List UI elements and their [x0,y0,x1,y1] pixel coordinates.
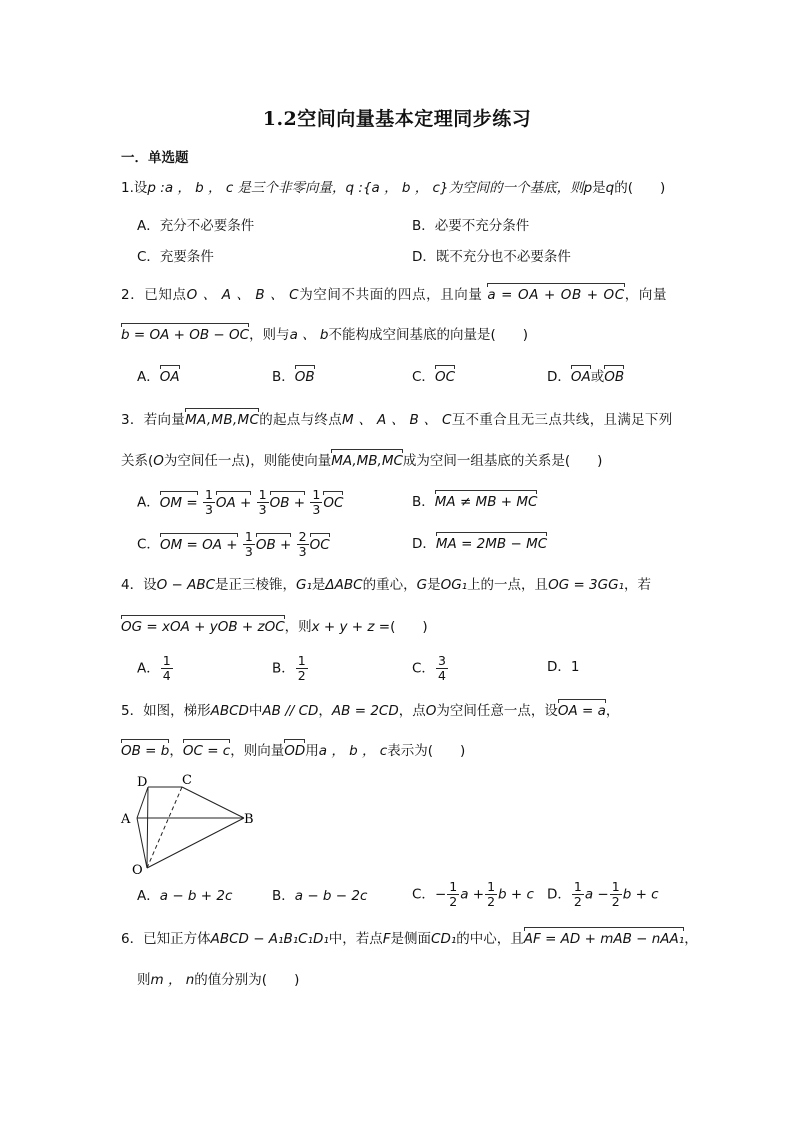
question-4-option-b[interactable]: B． $\frac{1}{2}$ [272,653,306,683]
label-o: O [132,863,143,878]
question-4-stem-line2: OG = xOA + yOB + zOC，则x + y + z =( ) [121,619,428,635]
question-5-option-a[interactable]: A．a − b + 2c [137,888,233,904]
question-5-option-d[interactable]: D． $\frac{1}{2}$ a − $\frac{1}{2}$ b + c [547,879,659,909]
question-1-option-a[interactable]: A．充分不必要条件 [137,218,255,234]
question-4-option-d[interactable]: D．1 [547,659,580,675]
question-5-stem-line1: 5．如图，梯形ABCD中AB // CD，AB = 2CD，点O为空间任意一点，设OA = a， [121,703,620,719]
question-5-option-b[interactable]: B．a − b − 2c [272,888,368,904]
question-2-option-c[interactable]: C．OC [412,369,455,385]
question-1-stem: 1.设p :a ， b ， c 是三个非零向量，q :{a ， b ， c}为空间的一个基底，则p是q的( ) [121,180,666,196]
edge-oc [147,787,182,868]
question-3-option-c[interactable]: C．OM = OA + $\frac{1}{3}$ OB + $\frac{2}{3}$ OC [137,529,330,559]
section-heading: 一．单选题 [121,150,189,166]
question-4-stem-line1: 4．设O − ABC是正三棱锥，G₁是ΔABC的重心，G是OG₁上的一点，且OG = 3GG₁，若 [121,577,651,593]
question-2-option-d[interactable]: D．OA或OB [547,369,625,385]
trapezoid-figure [118,770,268,882]
question-3-stem-line2: 关系(O为空间任一点)，则能使向量MA,MB,MC成为空间一组基底的关系是( ) [121,453,603,469]
question-1-option-c[interactable]: C．充要条件 [137,249,214,265]
question-1-option-b[interactable]: B．必要不充分条件 [412,218,530,234]
question-2-option-a[interactable]: A．OA [137,369,180,385]
question-1-option-d[interactable]: D．既不充分也不必要条件 [412,249,571,265]
question-4-option-c[interactable]: C． $\frac{3}{4}$ [412,653,446,683]
edge-ob [147,818,244,868]
edge-od [147,787,148,868]
edge-da [137,787,148,818]
label-b: B [244,812,254,827]
question-6-stem-line2: 则m ， n的值分别为( ) [137,972,300,988]
question-3-stem-line1: 3．若向量MA,MB,MC的起点与终点M 、 A 、 B 、 C互不重合且无三点共线，且满足下列 [121,412,673,428]
question-2-stem-line1: 2．已知点O 、 A 、 B 、 C为空间不共面的四点，且向量 a = OA + OB + OC，向量 [121,287,668,303]
question-3-option-a[interactable]: A．OM = $\frac{1}{3}$ OA + $\frac{1}{3}$ OB + $\frac{1}{3}$ OC [137,487,344,517]
question-3-option-b[interactable]: B．MA ≠ MB + MC [412,494,538,510]
label-a: A [121,812,131,827]
question-3-option-d[interactable]: D．MA = 2MB − MC [412,536,548,552]
question-4-option-a[interactable]: A． $\frac{1}{4}$ [137,653,171,683]
edge-cb [182,787,244,818]
question-2-stem-line2: b = OA + OB − OC，则与a 、 b不能构成空间基底的向量是( ) [121,327,529,343]
question-2-option-b[interactable]: B．OB [272,369,315,385]
page-title: 1.2空间向量基本定理同步练习 [262,108,532,130]
question-6-stem-line1: 6．已知正方体ABCD − A₁B₁C₁D₁中，若点F是侧面CD₁的中心，且AF = AD + mAB − nAA₁， [121,931,698,947]
label-d: D [137,775,148,790]
question-5-stem-line2: OB = b，OC = c，则向量OD用a ， b ， c表示为( ) [121,743,466,759]
edge-oa [137,818,147,868]
label-c: C [182,773,192,788]
question-5-option-c[interactable]: C．− $\frac{1}{2}$ a + $\frac{1}{2}$ b + c [412,879,534,909]
